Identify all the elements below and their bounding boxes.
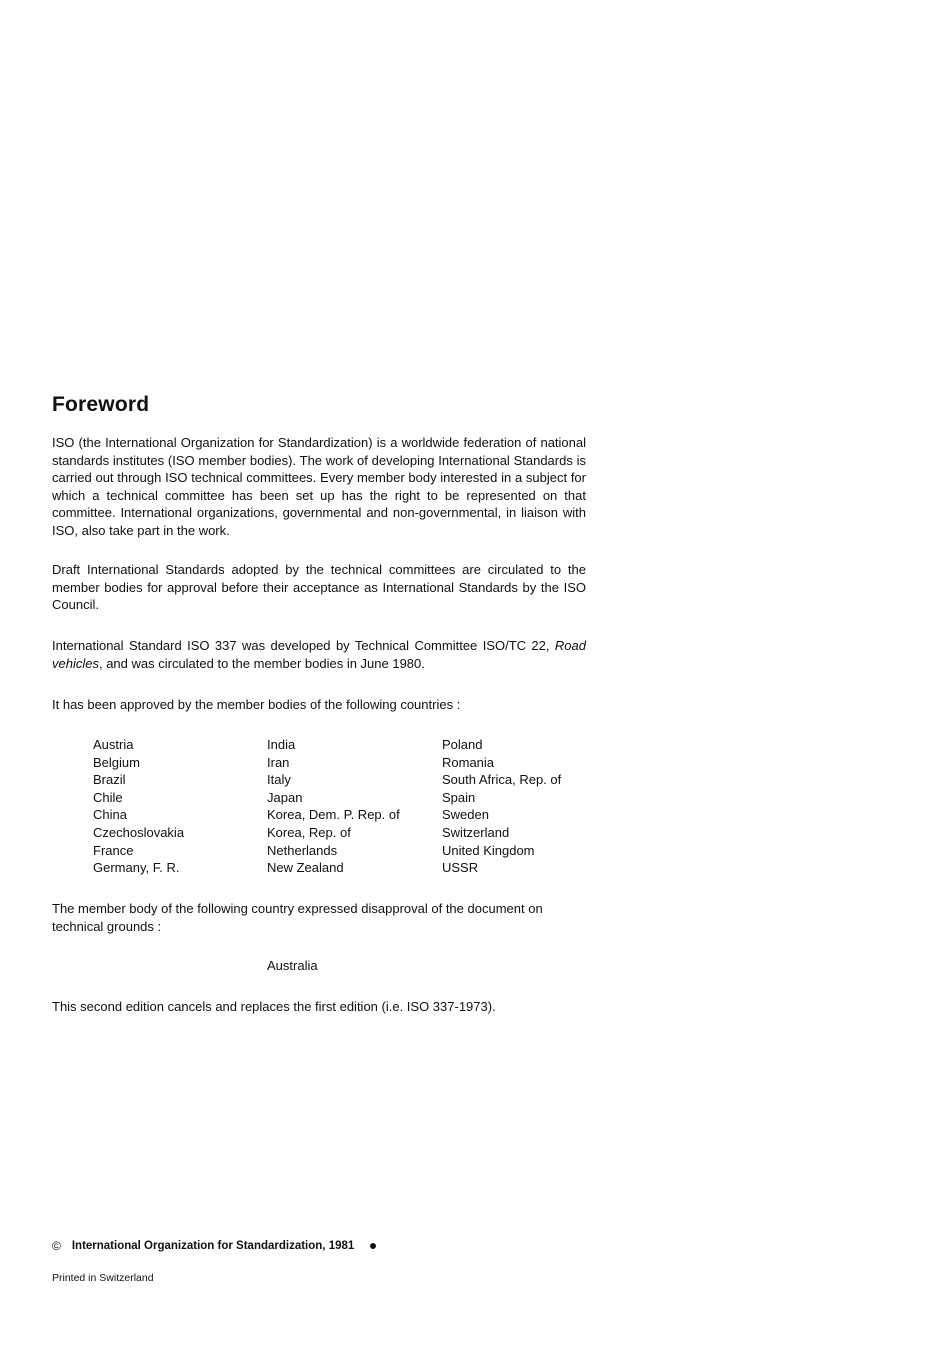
country-item: Austria [93, 737, 134, 752]
country-item: Poland [442, 737, 483, 752]
copyright-line [52, 1239, 376, 1253]
country-item: Switzerland [442, 824, 510, 840]
country-item: Japan [267, 789, 303, 805]
paragraph-disapproval: The member body of the following country expressed disapproval of the document on technical grounds : [52, 901, 543, 934]
disapproving-country: Australia [267, 958, 318, 973]
page-title: Foreword [52, 393, 150, 416]
country-item: Brazil [93, 772, 126, 788]
country-item: United Kingdom [442, 842, 535, 858]
country-item: Korea, Dem. P. Rep. of [267, 807, 400, 823]
country-item: China [93, 807, 127, 823]
paragraph-standard-origin-end: , and was circulated to the member bodies in June 1980. [98, 655, 425, 671]
country-item: South Africa, Rep. of [442, 772, 562, 788]
country-item: New Zealand [267, 860, 344, 876]
country-item: Italy [267, 772, 291, 788]
paragraph-standard-origin [52, 637, 586, 672]
country-item: Chile [93, 789, 123, 805]
country-item: Korea, Rep. of [267, 824, 351, 840]
paragraph-iso-intro: ISO (the International Organization for Standardization) is a worldwide federation of national standards institutes (ISO member bodies). The work of developing International Standards is carried out through ISO technical committees. Every member body interested in a subject for which a technical committee has been set up has the right to be represented on that committee. International organizations, governmental and non-governmental, in liaison with ISO, also take part in the work. [52, 435, 586, 538]
copyright-icon: © [52, 1239, 61, 1253]
bullet-icon [370, 1243, 376, 1249]
country-item: Romania [442, 754, 495, 770]
country-item: France [93, 842, 134, 858]
country-item: Spain [442, 789, 476, 805]
approving-countries-list [93, 736, 593, 877]
copyright-organization: International Organization for Standardization, 1981 [71, 1240, 355, 1252]
countries-column-2 [267, 736, 442, 877]
paragraph-draft-standards: Draft International Standards adopted by the technical committees are circulated to the member bodies for approval before their acceptance as International Standards by the ISO Council. [52, 562, 586, 613]
country-item: USSR [442, 860, 479, 876]
countries-column-1 [93, 736, 267, 877]
printed-location: Printed in Switzerland [52, 1272, 154, 1284]
country-item: Belgium [93, 754, 140, 770]
country-item: Sweden [442, 807, 489, 823]
paragraph-standard-origin-start: International Standard ISO 337 was developed by Technical Committee ISO/TC 22, [52, 638, 550, 653]
paragraph-approval-intro: It has been approved by the member bodies of the following countries : [52, 697, 461, 712]
committee-title: Road vehicles [52, 638, 586, 671]
country-item: Czechoslovakia [93, 824, 185, 840]
countries-column-3 [442, 736, 592, 877]
country-item: Netherlands [267, 842, 338, 858]
country-item: Iran [267, 754, 290, 770]
paragraph-edition-note: This second edition cancels and replaces the first edition (i.e. ISO 337-1973). [52, 999, 496, 1014]
country-item: Germany, F. R. [93, 860, 180, 876]
country-item: India [267, 737, 296, 752]
